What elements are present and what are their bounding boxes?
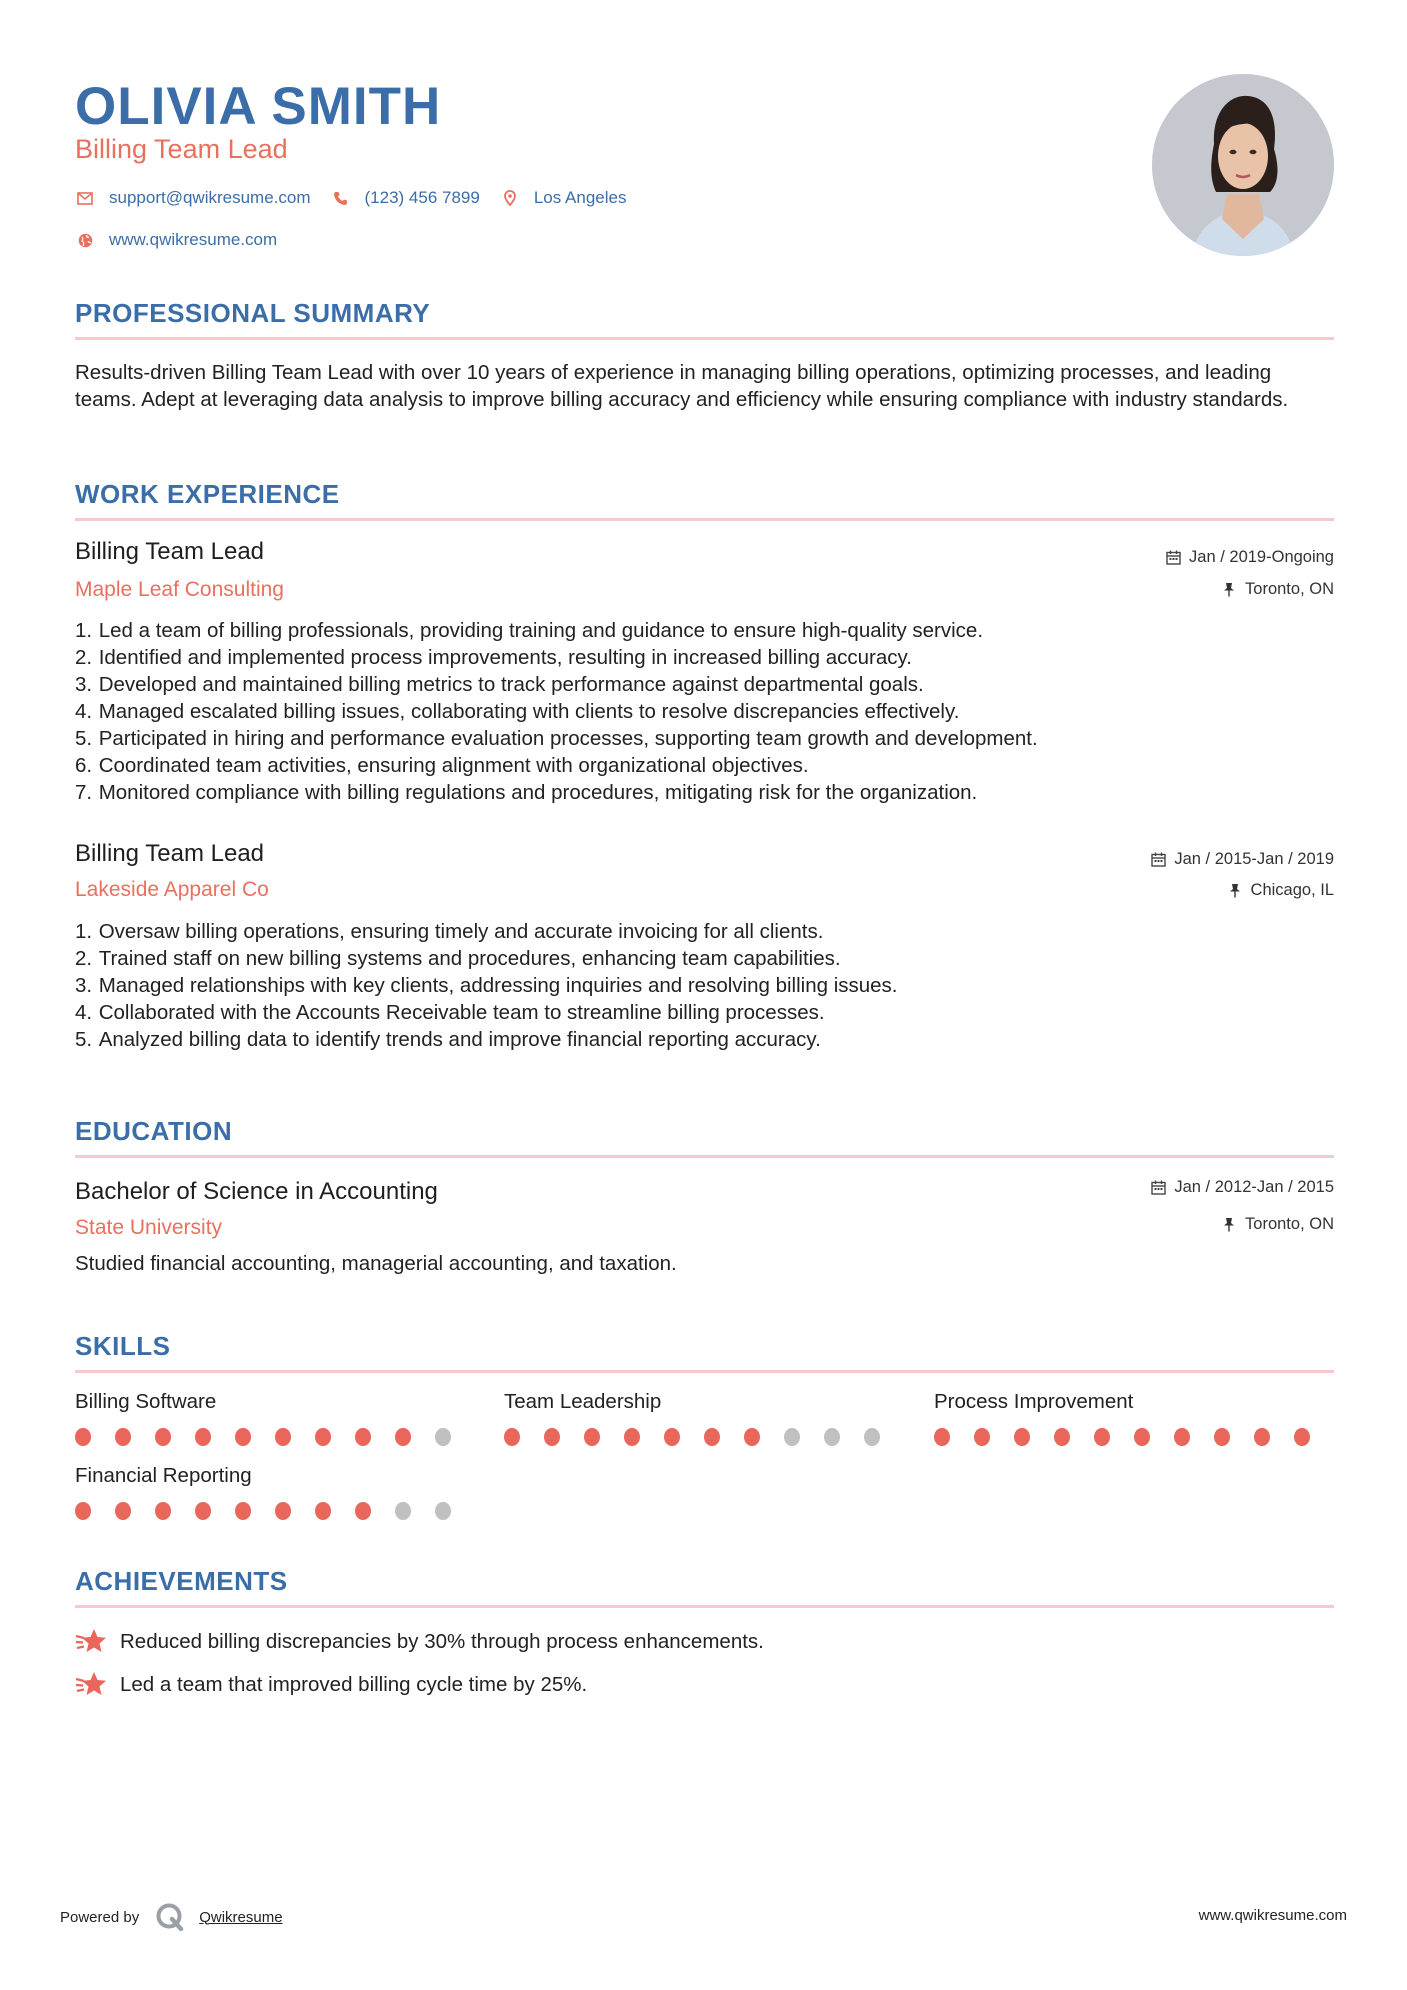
job-dates-text: Jan / 2015-Jan / 2019	[1174, 850, 1334, 868]
rating-dot-filled	[275, 1428, 291, 1446]
rating-dot-filled	[624, 1428, 640, 1446]
contact-location	[500, 188, 627, 208]
rating-dot-filled	[235, 1502, 251, 1520]
footer-powered-by	[60, 1902, 283, 1932]
rating-dot-filled	[355, 1428, 371, 1446]
rating-dot-filled	[1134, 1428, 1150, 1446]
achievement-text: Reduced billing discrepancies by 30% through process enhancements.	[120, 1630, 764, 1653]
calendar-icon	[1150, 852, 1166, 868]
rating-dot-empty	[864, 1428, 880, 1446]
skill-item	[75, 1390, 475, 1446]
list-item: 3. Developed and maintained billing metrics to track performance against departmental goals.	[75, 673, 924, 696]
calendar-icon	[1150, 1180, 1166, 1196]
rating-dot-filled	[744, 1428, 760, 1446]
job-duties-list	[75, 918, 1337, 1053]
rating-dot-filled	[1094, 1428, 1110, 1446]
degree-title: Bachelor of Science in Accounting	[75, 1178, 438, 1205]
rating-dot-filled	[195, 1502, 211, 1520]
job-duties-list	[75, 617, 1337, 806]
rating-dot-filled	[1054, 1428, 1070, 1446]
rating-dot-filled	[934, 1428, 950, 1446]
summary-heading: PROFESSIONAL SUMMARY	[75, 298, 431, 328]
rating-dot-filled	[75, 1502, 91, 1520]
location-text: Los Angeles	[533, 188, 627, 207]
skill-item	[504, 1390, 904, 1446]
job-location	[1221, 580, 1334, 599]
rating-dot-empty	[395, 1502, 411, 1520]
list-item: 2. Trained staff on new billing systems and procedures, enhancing team capabilities.	[75, 947, 841, 970]
job-company: Maple Leaf Consulting	[75, 578, 284, 601]
job-title: Billing Team Lead	[75, 840, 265, 867]
pushpin-icon	[1221, 1217, 1237, 1233]
website-text: www.qwikresume.com	[109, 230, 278, 249]
rating-dot-filled	[195, 1428, 211, 1446]
rating-dot-filled	[315, 1502, 331, 1520]
achievement-item	[75, 1670, 587, 1700]
achievements-divider	[75, 1605, 1334, 1608]
contact-website[interactable]	[75, 230, 277, 250]
experience-divider	[75, 518, 1334, 521]
education-location-text: Toronto, ON	[1245, 1215, 1334, 1233]
list-item: 5. Participated in hiring and performance evaluation processes, supporting team growth and development.	[75, 727, 1038, 750]
rating-dot-filled	[704, 1428, 720, 1446]
email-text: support@qwikresume.com	[109, 188, 311, 207]
calendar-icon	[1165, 550, 1181, 566]
job-location-text: Toronto, ON	[1245, 580, 1334, 598]
rating-dot-filled	[1294, 1428, 1310, 1446]
skill-item	[934, 1390, 1334, 1446]
candidate-role: Billing Team Lead	[75, 134, 288, 164]
skill-rating	[75, 1502, 475, 1520]
skill-item	[75, 1464, 475, 1520]
rating-dot-filled	[584, 1428, 600, 1446]
education-location	[1221, 1215, 1334, 1234]
profile-photo	[1152, 74, 1334, 256]
rating-dot-filled	[1254, 1428, 1270, 1446]
rating-dot-filled	[395, 1428, 411, 1446]
envelope-icon	[75, 188, 95, 208]
rating-dot-filled	[315, 1428, 331, 1446]
qwikresume-logo-icon	[155, 1902, 185, 1932]
phone-text: (123) 456 7899	[364, 188, 480, 207]
skill-rating	[934, 1428, 1334, 1446]
powered-by-label: Powered by	[60, 1908, 140, 1926]
contact-row-primary	[75, 188, 646, 208]
rating-dot-filled	[664, 1428, 680, 1446]
skill-name: Financial Reporting	[75, 1464, 252, 1487]
list-item: 2. Identified and implemented process improvements, resulting in increased billing accuracy.	[75, 646, 912, 669]
rating-dot-filled	[275, 1502, 291, 1520]
education-heading: EDUCATION	[75, 1116, 233, 1146]
rating-dot-empty	[435, 1502, 451, 1520]
list-item: 1. Oversaw billing operations, ensuring timely and accurate invoicing for all clients.	[75, 920, 824, 943]
list-item: 4. Collaborated with the Accounts Receivable team to streamline billing processes.	[75, 1001, 825, 1024]
job-dates-text: Jan / 2019-Ongoing	[1189, 548, 1334, 566]
achievement-text: Led a team that improved billing cycle time by 25%.	[120, 1673, 588, 1696]
list-item: 5. Analyzed billing data to identify trends and improve financial reporting accuracy.	[75, 1028, 821, 1051]
rating-dot-filled	[1014, 1428, 1030, 1446]
rating-dot-empty	[435, 1428, 451, 1446]
skill-name: Process Improvement	[934, 1390, 1134, 1413]
skills-divider	[75, 1370, 1334, 1373]
summary-divider	[75, 337, 1334, 340]
job-company: Lakeside Apparel Co	[75, 878, 269, 901]
pushpin-icon	[1221, 582, 1237, 598]
rating-dot-filled	[504, 1428, 520, 1446]
list-item: 1. Led a team of billing professionals, providing training and guidance to ensure high-quality service.	[75, 619, 984, 642]
skills-heading: SKILLS	[75, 1331, 171, 1361]
achievement-item	[75, 1627, 764, 1657]
list-item: 7. Monitored compliance with billing regulations and procedures, mitigating risk for the organization.	[75, 781, 978, 804]
rating-dot-filled	[235, 1428, 251, 1446]
skill-name: Team Leadership	[504, 1390, 662, 1413]
list-item: 4. Managed escalated billing issues, collaborating with clients to resolve discrepancies effectively.	[75, 700, 960, 723]
job-dates	[1165, 548, 1334, 567]
contact-row-secondary	[75, 230, 297, 250]
rating-dot-filled	[75, 1428, 91, 1446]
list-item: 6. Coordinated team activities, ensuring alignment with organizational objectives.	[75, 754, 809, 777]
summary-text: Results-driven Billing Team Lead with over 10 years of experience in managing billing operations, optimizing processes, and leading teams. Adept at leveraging data analysis to improve billing accuracy and efficiency while ensuring compliance with industry standards.	[75, 361, 1289, 411]
star-icon	[75, 1670, 107, 1700]
rating-dot-filled	[1214, 1428, 1230, 1446]
rating-dot-empty	[784, 1428, 800, 1446]
school-name: State University	[75, 1216, 223, 1239]
rating-dot-filled	[155, 1502, 171, 1520]
job-dates	[1150, 850, 1334, 869]
education-dates-text: Jan / 2012-Jan / 2015	[1174, 1178, 1334, 1196]
star-icon	[75, 1627, 107, 1657]
rating-dot-filled	[115, 1428, 131, 1446]
pushpin-icon	[1227, 883, 1243, 899]
rating-dot-filled	[155, 1428, 171, 1446]
list-item: 3. Managed relationships with key clients, addressing inquiries and resolving billing issues.	[75, 974, 898, 997]
rating-dot-filled	[115, 1502, 131, 1520]
contact-email[interactable]	[75, 188, 311, 208]
rating-dot-filled	[1174, 1428, 1190, 1446]
phone-icon	[331, 188, 351, 208]
rating-dot-empty	[824, 1428, 840, 1446]
contact-phone[interactable]	[331, 188, 480, 208]
job-title: Billing Team Lead	[75, 538, 265, 565]
education-description: Studied financial accounting, managerial accounting, and taxation.	[75, 1252, 677, 1275]
job-location-text: Chicago, IL	[1250, 881, 1334, 899]
rating-dot-filled	[355, 1502, 371, 1520]
education-dates	[1150, 1178, 1334, 1197]
skill-rating	[75, 1428, 475, 1446]
job-location	[1227, 881, 1334, 900]
candidate-name: OLIVIA SMITH	[75, 77, 442, 136]
rating-dot-filled	[544, 1428, 560, 1446]
skill-name: Billing Software	[75, 1390, 217, 1413]
education-divider	[75, 1155, 1334, 1158]
map-pin-icon	[500, 188, 520, 208]
rating-dot-filled	[974, 1428, 990, 1446]
footer-website[interactable]: www.qwikresume.com	[1198, 1907, 1347, 1924]
achievements-heading: ACHIEVEMENTS	[75, 1566, 288, 1596]
skill-rating	[504, 1428, 904, 1446]
experience-heading: WORK EXPERIENCE	[75, 479, 340, 509]
globe-icon	[75, 230, 95, 250]
brand-link[interactable]: Qwikresume	[199, 1908, 283, 1926]
